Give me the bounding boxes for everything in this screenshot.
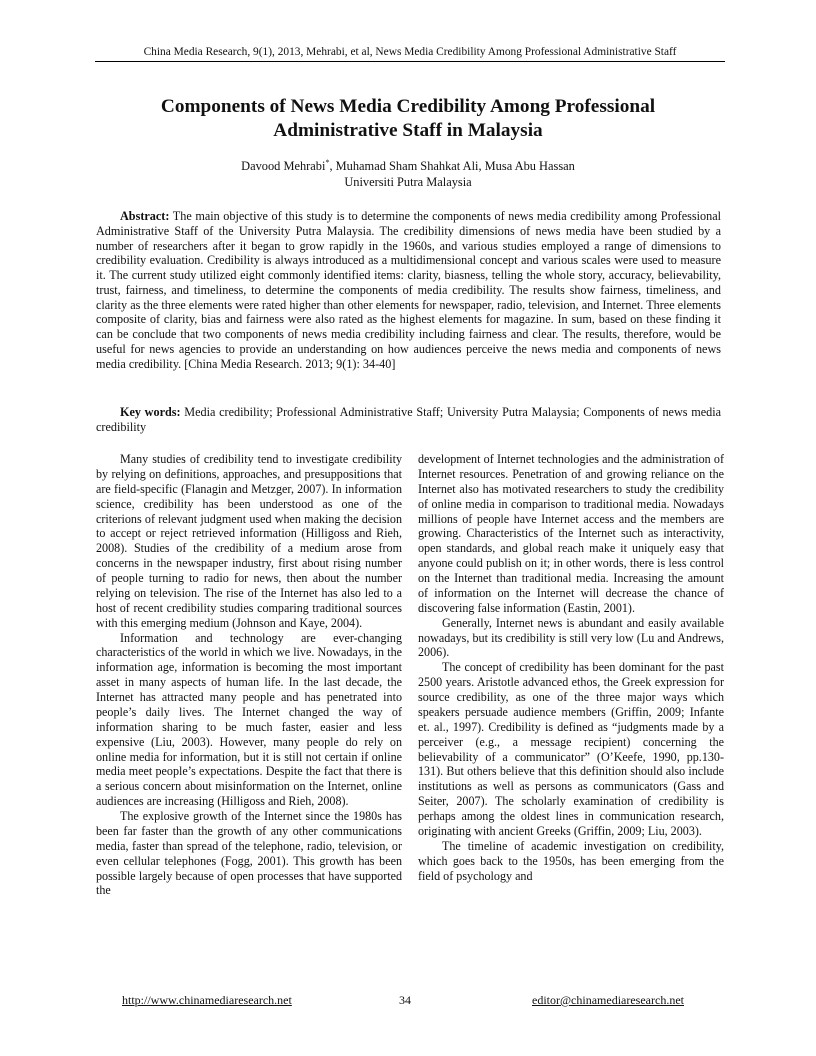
paragraph: Many studies of credibility tend to investigate credibility by relying on definitions, approaches, and presuppositions that are field-specific (Flanagin and Metzger, 2007). In information science, credibility has been understood as one of the criterions of relevant judgment used when making the decision to accept or reject retrieved information (Hilligoss and Rieh, 2008). Studies of the credibility of a medium arose from concerns in the newspaper industry, first about rising number of people turning to radio for news, then about the number relying on television. The rise of the Internet has also led to a host of recent credibility studies comparing traditional sources with this emerging medium (Johnson and Kaye, 2004). — [96, 452, 402, 630]
body-column-left — [96, 452, 402, 898]
abstract-text: The main objective of this study is to determine the components of news media credibility among Professional Administrative Staff of the University Putra Malaysia. The credibility dimensions of news media have been studied by a number of researchers after it began to grow rapidly in the 1960s, and various studies employed a range of dimensions to credibility evaluation. Credibility is always introduced as a multidimensional concept and various scales were used to measure it. The current study utilized eight commonly identified items: clarity, biasness, telling the whole story, accuracy, believability, trust, fairness, and timeliness, to determine the components of media credibility. The results show fairness, timeliness, and clarity as the three elements were rated higher than other elements for newspaper, radio, television, and Internet. Three elements composite of clarity, bias and fairness were also rated as the highest elements for magazine. In sum, based on these finding it can be conclude that two components of news media credibility including fairness and clear. The results, therefore, would be useful for news agencies to provide an understanding on how audiences perceive the news media and components of news media credibility. [China Media Research. 2013; 9(1): 34-40] — [96, 209, 721, 371]
first-author: Davood Mehrabi — [241, 159, 326, 173]
author-list — [100, 158, 716, 174]
paragraph: Information and technology are ever-changing characteristics of the world in which we live. Nowadays, in the information age, information is becoming the most important asset in many aspects of human life. In the last decade, the Internet has attracted many people and has penetrated into people’s daily lives. The Internet changed the way of information sharing to be much faster, easier and less expensive (Liu, 2003). However, many people do rely on online media for information, but it is still not certain if online media meet people’s expectations. Despite the fact that there is a serious concern about misinformation on the Internet, online audiences are increasing (Hilligoss and Rieh, 2008). — [96, 630, 402, 809]
keywords — [96, 405, 721, 435]
keywords-text: Media credibility; Professional Administrative Staff; University Putra Malaysia; Components of news media credibility — [96, 405, 721, 434]
footer-website-link[interactable]: http://www.chinamediaresearch.net — [122, 993, 292, 1007]
author-block — [100, 158, 716, 190]
body-column-right — [418, 452, 724, 883]
paragraph: The explosive growth of the Internet since the 1980s has been far faster than the growth of any other communications media, faster than spread of the telephone, radio, television, or even cellular telephones (Fogg, 2001). This growth has been possible largely because of open processes that have supported the — [96, 809, 402, 898]
paragraph: The concept of credibility has been dominant for the past 2500 years. Aristotle advanced ethos, the Greek expression for source credibility, as one of the three major ways which speakers persuade audience members (Griffin, 2009; Infante et. al., 1997). Credibility is defined as “judgments made by a perceiver (e.g., a message recipient) concerning the believability of a communicator” (O’Keefe, 1990, pp.130-131). But others believe that this definition should also include institutions as well as persons as communicators (Gass and Seiter, 2007). The scholarly examination of credibility is perhaps among the oldest lines in communication research, originating with ancient Greeks (Griffin, 2009; Liu, 2003). — [418, 660, 724, 838]
other-authors: , Muhamad Sham Shahkat Ali, Musa Abu Hassan — [329, 159, 575, 173]
keywords-label: Key words: — [120, 405, 181, 419]
paper-title: Components of News Media Credibility Among Professional Administrative Staff in Malaysia — [160, 96, 656, 141]
abstract — [96, 209, 721, 372]
running-header: China Media Research, 9(1), 2013, Mehrabi, et al, News Media Credibility Among Professional Administrative Staff — [95, 46, 725, 62]
paragraph: The timeline of academic investigation on credibility, which goes back to the 1950s, has been emerging from the field of psychology and — [418, 838, 724, 883]
paragraph: Generally, Internet news is abundant and easily available nowadays, but its credibility is still very low (Lu and Andrews, 2006). — [418, 615, 724, 660]
affiliation: Universiti Putra Malaysia — [344, 175, 472, 189]
paragraph-continued: development of Internet technologies and the administration of Internet resources. Penetration of and growing reliance on the Internet also has motivated researchers to study the credibility of online media in comparison to traditional media. Nowadays millions of people have Internet access and the members are growing. Characteristics of the Internet such as interactivity, open standards, and global reach make it uniquely easy that anyone could publish on it; in other words, there is less control on the Internet than traditional media. Increasing the amount of information on the Internet will decrease the chance of discovering false information (Eastin, 2001). — [418, 452, 724, 615]
footer-email-link[interactable]: editor@chinamediaresearch.net — [532, 993, 684, 1007]
page-number: 34 — [399, 993, 411, 1007]
corresponding-author-mark: * — [325, 157, 330, 167]
abstract-label: Abstract: — [120, 209, 170, 223]
